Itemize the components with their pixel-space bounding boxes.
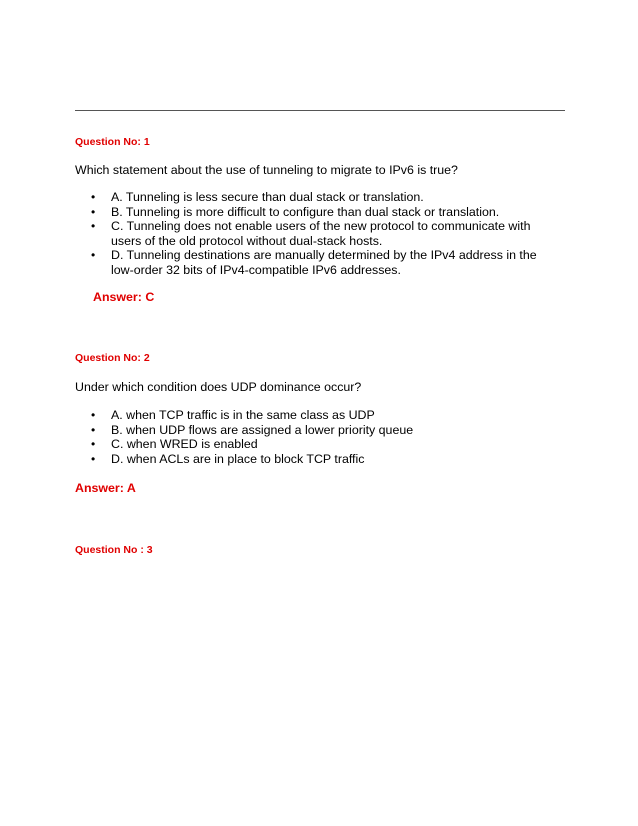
list-item bbox=[91, 205, 549, 220]
option-text: D. when ACLs are in place to block TCP traffic bbox=[111, 451, 365, 466]
question-1-answer: Answer: C bbox=[93, 290, 155, 304]
list-item bbox=[91, 452, 549, 467]
list-item bbox=[91, 190, 549, 205]
bullet-icon: • bbox=[91, 422, 96, 437]
question-2-answer: Answer: A bbox=[75, 481, 136, 495]
bullet-icon: • bbox=[91, 204, 96, 219]
option-text: C. Tunneling does not enable users of the new protocol to communicate with users of the old protocol without dual-stack hosts. bbox=[111, 219, 531, 248]
bullet-icon: • bbox=[91, 248, 96, 263]
header-rule bbox=[75, 110, 565, 111]
list-item bbox=[91, 248, 549, 277]
option-text: D. Tunneling destinations are manually determined by the IPv4 address in the low-order 32 bits of IPv4-compatible IPv6 addresses. bbox=[111, 248, 537, 277]
question-1-label: Question No: 1 bbox=[75, 136, 150, 148]
bullet-icon: • bbox=[91, 437, 96, 452]
bullet-icon: • bbox=[91, 190, 96, 204]
question-1-text: Which statement about the use of tunneling to migrate to IPv6 is true? bbox=[75, 163, 458, 177]
option-text: A. Tunneling is less secure than dual stack or translation. bbox=[111, 190, 424, 204]
list-item bbox=[91, 437, 549, 452]
list-item bbox=[91, 219, 549, 248]
bullet-icon: • bbox=[91, 451, 96, 466]
question-2-label: Question No: 2 bbox=[75, 352, 150, 364]
bullet-icon: • bbox=[91, 408, 96, 422]
question-2-options bbox=[91, 408, 549, 466]
option-text: A. when TCP traffic is in the same class as UDP bbox=[111, 408, 375, 422]
list-item bbox=[91, 423, 549, 438]
question-3-label: Question No : 3 bbox=[75, 544, 153, 556]
option-text: B. when UDP flows are assigned a lower priority queue bbox=[111, 422, 414, 437]
question-1-options bbox=[91, 190, 549, 278]
option-text: B. Tunneling is more difficult to configure than dual stack or translation. bbox=[111, 204, 500, 219]
list-item bbox=[91, 408, 549, 423]
bullet-icon: • bbox=[91, 219, 96, 234]
question-2-text: Under which condition does UDP dominance occur? bbox=[75, 380, 362, 394]
option-text: C. when WRED is enabled bbox=[111, 437, 258, 452]
